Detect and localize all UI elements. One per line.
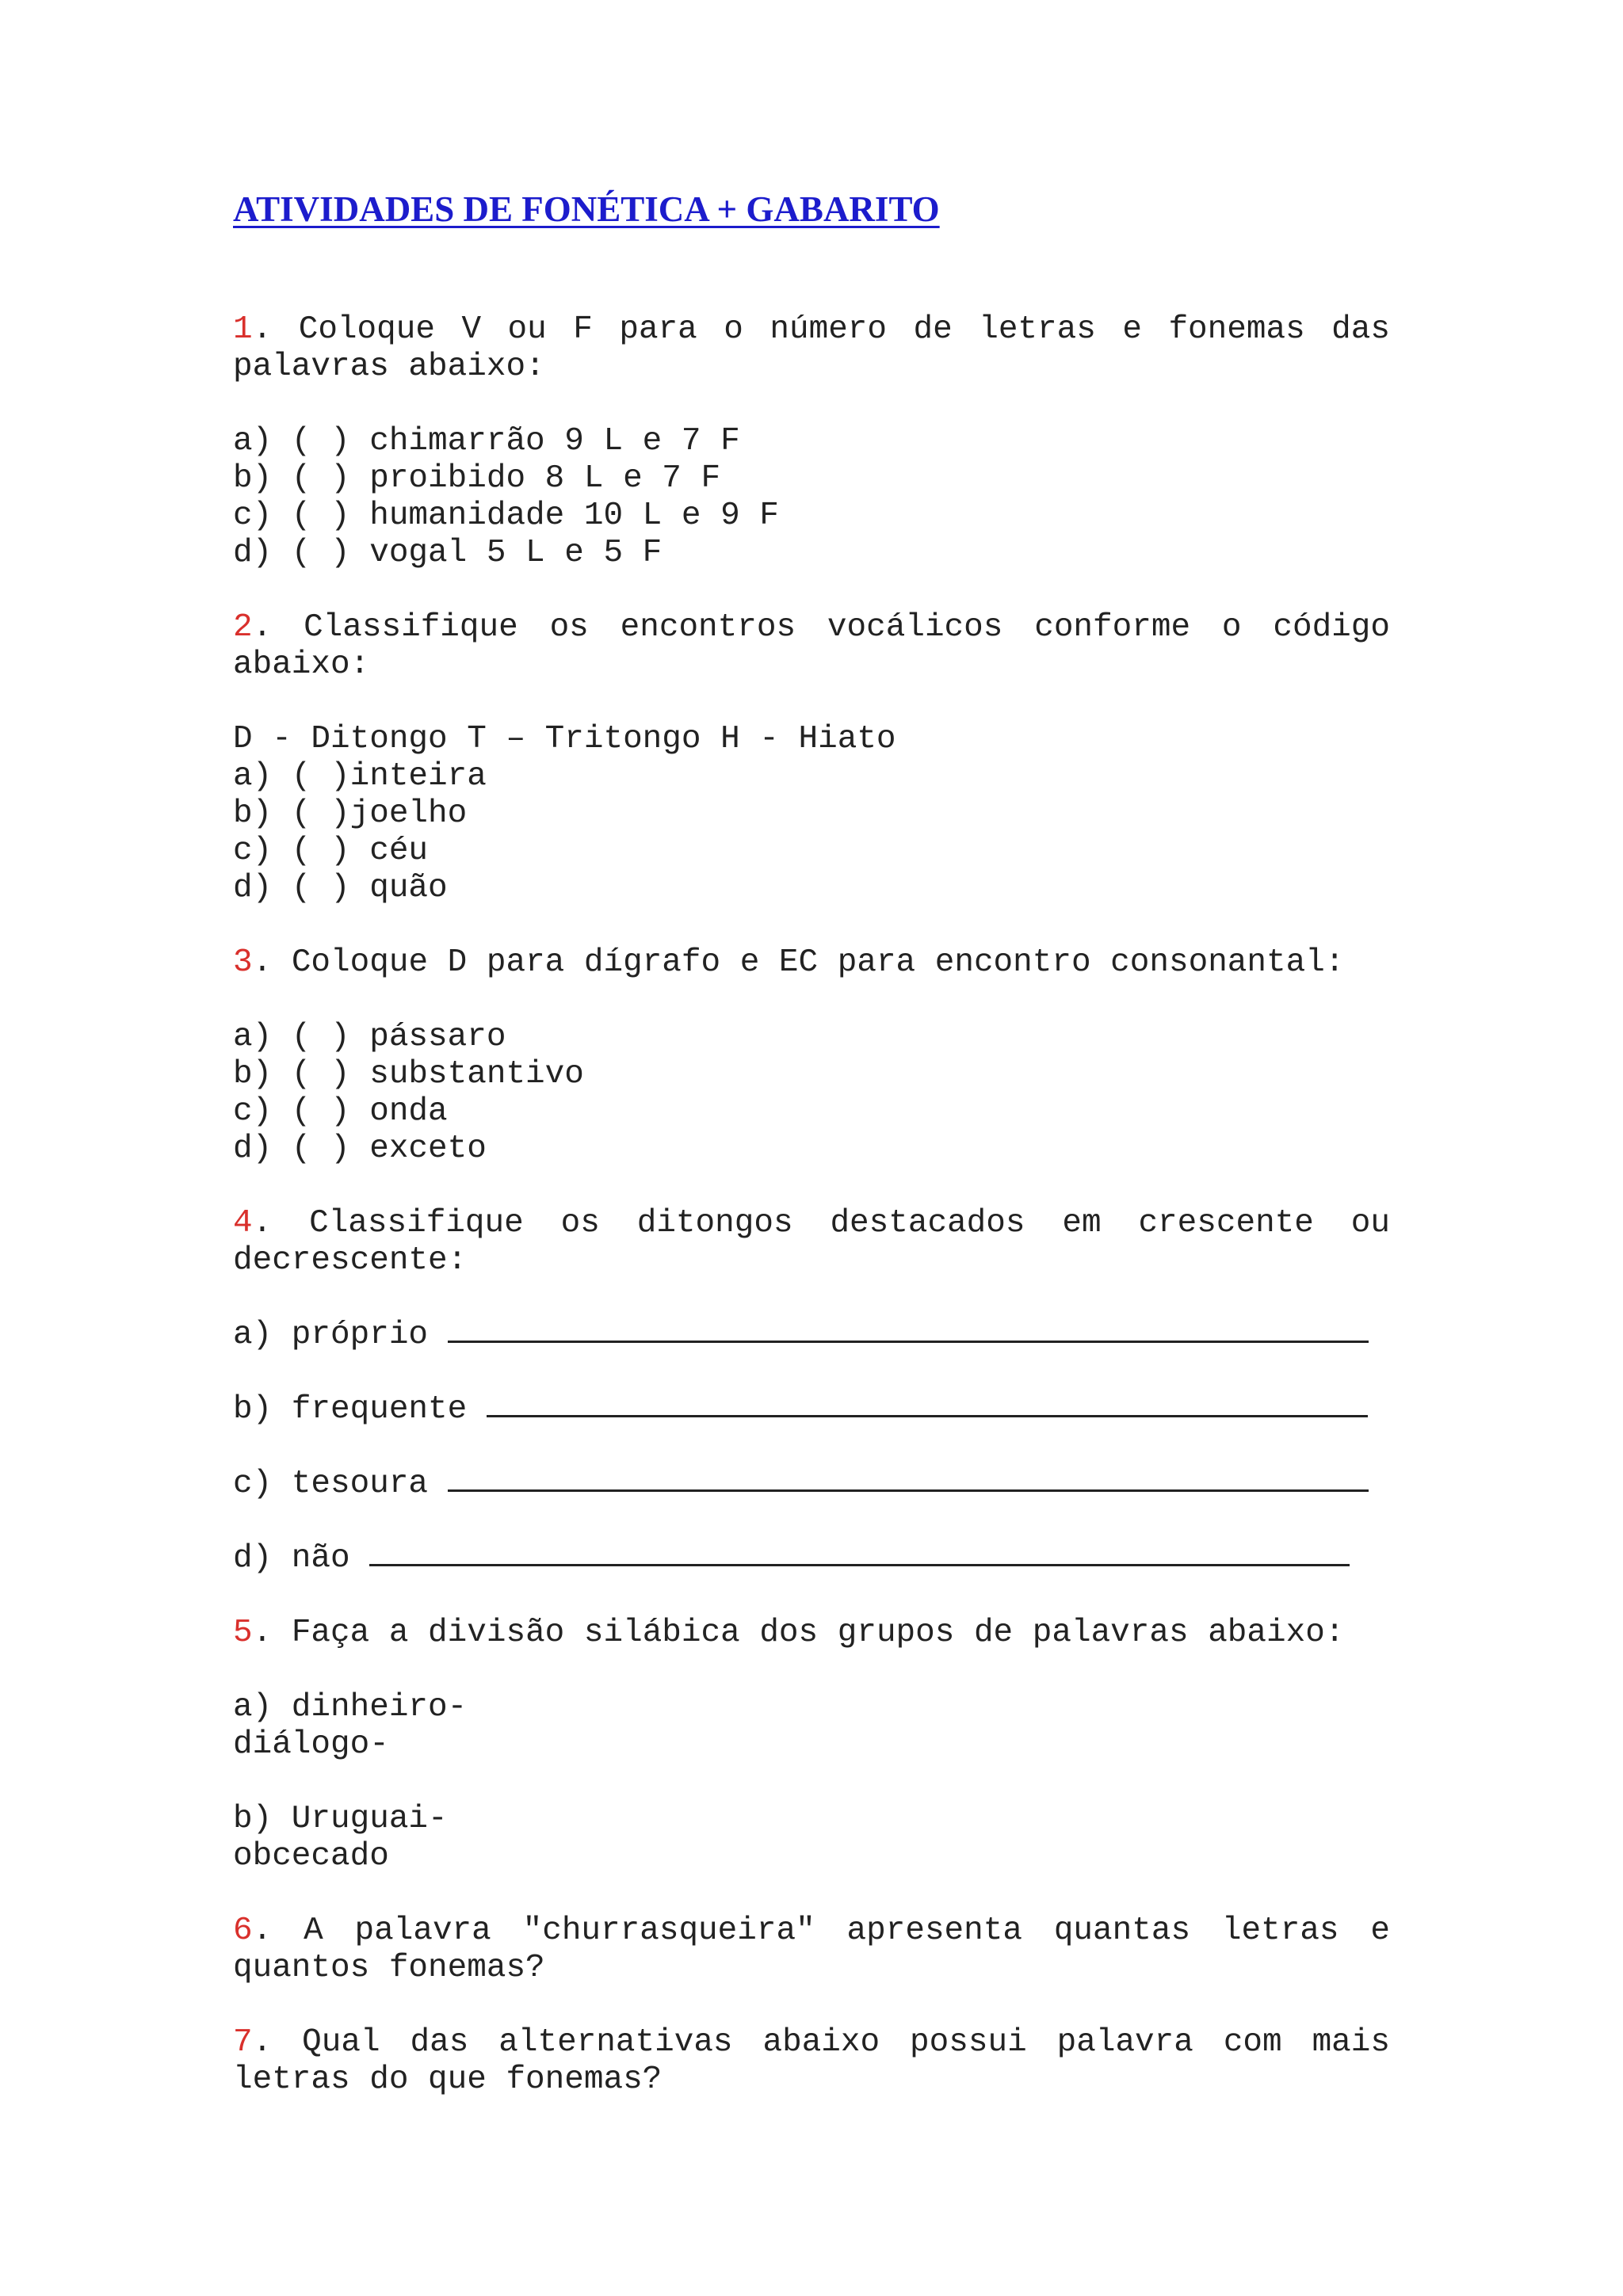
question-number: 2: [233, 609, 253, 646]
answer-line-item: c) tesoura: [233, 1466, 1369, 1503]
question-3-line-1: 3. Coloque D para dígrafo e EC para encontro consonantal:: [233, 944, 1345, 981]
page-title: ATIVIDADES DE FONÉTICA + GABARITO: [233, 189, 940, 229]
list-item: diálogo-: [233, 1726, 389, 1763]
question-7-line-1: 7. Qual das alternativas abaixo possui palavra com mais: [233, 2024, 1390, 2061]
list-item: a) dinheiro-: [233, 1689, 468, 1726]
question-4-line-2: decrescente:: [233, 1242, 468, 1279]
question-6-line-2: quantos fonemas?: [233, 1950, 545, 1986]
question-1-line-1: 1. Coloque V ou F para o número de letras e fonemas das: [233, 311, 1390, 348]
code-legend: D - Ditongo T – Tritongo H - Hiato: [233, 721, 896, 757]
list-item: a) ( ) chimarrão 9 L e 7 F: [233, 423, 740, 460]
list-item: b) ( )joelho: [233, 795, 468, 832]
list-item: b) ( ) proibido 8 L e 7 F: [233, 460, 721, 497]
list-item: c) ( ) onda: [233, 1093, 448, 1130]
question-2-line-2: abaixo:: [233, 646, 370, 683]
list-item: obcecado: [233, 1838, 389, 1875]
list-item: a) ( )inteira: [233, 758, 487, 795]
question-5-line-1: 5. Faça a divisão silábica dos grupos de palavras abaixo:: [233, 1615, 1345, 1651]
question-number: 5: [233, 1615, 253, 1651]
question-number: 1: [233, 311, 253, 348]
list-item: c) ( ) humanidade 10 L e 9 F: [233, 498, 779, 534]
list-item: b) Uruguai-: [233, 1801, 448, 1837]
answer-line-item: d) não: [233, 1540, 1350, 1577]
question-2-line-1: 2. Classifique os encontros vocálicos conforme o código: [233, 609, 1390, 646]
answer-blank[interactable]: [448, 1317, 1369, 1343]
answer-blank[interactable]: [448, 1466, 1369, 1492]
question-4-line-1: 4. Classifique os ditongos destacados em crescente ou: [233, 1205, 1390, 1241]
question-number: 3: [233, 944, 253, 981]
question-1-line-2: palavras abaixo:: [233, 349, 545, 385]
list-item: a) ( ) pássaro: [233, 1019, 506, 1055]
list-item: d) ( ) quão: [233, 870, 448, 906]
question-number: 7: [233, 2024, 253, 2061]
question-6-line-1: 6. A palavra "churrasqueira" apresenta quantas letras e: [233, 1913, 1390, 1949]
question-7-line-2: letras do que fonemas?: [233, 2061, 663, 2098]
list-item: c) ( ) céu: [233, 833, 429, 869]
answer-line-item: b) frequente: [233, 1391, 1368, 1428]
list-item: d) ( ) vogal 5 L e 5 F: [233, 535, 663, 571]
list-item: b) ( ) substantivo: [233, 1056, 584, 1093]
question-number: 4: [233, 1205, 253, 1241]
answer-blank[interactable]: [487, 1391, 1368, 1417]
list-item: d) ( ) exceto: [233, 1131, 487, 1167]
answer-blank[interactable]: [369, 1540, 1350, 1566]
answer-line-item: a) próprio: [233, 1317, 1369, 1354]
question-number: 6: [233, 1913, 253, 1949]
